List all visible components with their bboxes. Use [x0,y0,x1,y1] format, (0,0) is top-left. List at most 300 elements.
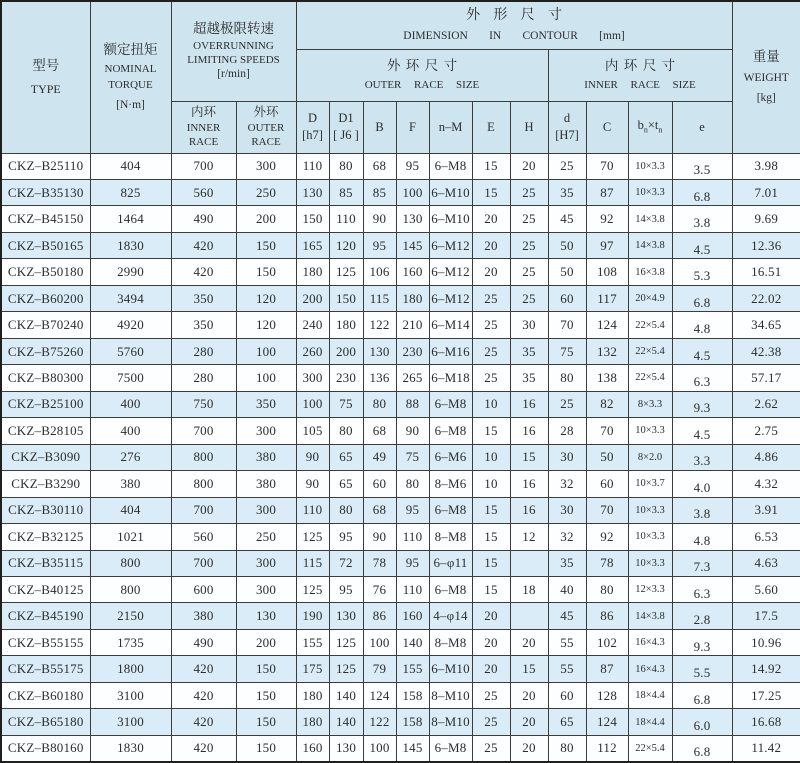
cell-weight: 22.02 [732,285,800,311]
cell-F: 210 [396,312,429,338]
cell-D1-J6: 95 [329,577,363,603]
cell-B: 76 [363,577,396,603]
cell-nominal-torque: 404 [90,153,171,179]
cell-d-H7: 35 [548,550,586,576]
cell-type: CKZ–B55175 [1,656,90,682]
cell-n-M: 8–M10 [429,682,472,708]
cell-H: 16 [510,471,548,497]
cell-outer-race-speed: 100 [236,338,296,364]
cell-C: 112 [586,735,628,762]
cell-B: 80 [363,391,396,417]
speeds-label-en2: LIMITING SPEEDS [187,53,280,66]
cell-F: 90 [396,418,429,444]
table-row [1,524,800,550]
cell-type: CKZ–B40125 [1,577,90,603]
cell-E: 25 [472,682,510,708]
torque-label-zh: 额定扭矩 [103,42,158,58]
cell-inner-race-speed: 350 [171,285,236,311]
cell-C: 132 [586,338,628,364]
cell-C: 87 [586,656,628,682]
cell-weight: 42.38 [732,338,800,364]
cell-F: 145 [396,232,429,258]
cell-C: 108 [586,259,628,285]
cell-D1-J6: 75 [329,391,363,417]
col-header-E: E [472,101,510,153]
cell-inner-race-speed: 700 [171,418,236,444]
cell-d-H7: 50 [548,259,586,285]
cell-e: 4.8 [672,524,732,550]
col-header-outer-race-size [296,49,548,101]
cell-bn-x-tn: 10×3.3 [628,179,672,205]
cell-bn-x-tn: 12×3.3 [628,577,672,603]
cell-B: 115 [363,285,396,311]
col-d-tolerance: [H7] [555,128,579,142]
cell-weight: 9.69 [732,206,800,232]
outer-race-en1: OUTER [247,122,285,135]
cell-D-h7: 160 [296,735,329,762]
cell-H: 18 [510,577,548,603]
cell-e: 4.5 [672,232,732,258]
cell-E: 10 [472,391,510,417]
cell-bn-x-tn: 14×3.8 [628,206,672,232]
cell-D-h7: 175 [296,656,329,682]
cell-weight: 17.25 [732,682,800,708]
cell-type: CKZ–B3090 [1,444,90,470]
cell-d-H7: 80 [548,365,586,391]
table-row [1,471,800,497]
dimension-label-en [297,29,732,44]
cell-nominal-torque: 825 [90,179,171,205]
cell-weight: 2.62 [732,391,800,417]
cell-d-H7: 40 [548,577,586,603]
col-header-outer-race-speed [236,101,296,153]
cell-bn-x-tn: 16×4.3 [628,629,672,655]
cell-weight: 2.75 [732,418,800,444]
col-header-H: H [510,101,548,153]
cell-D1-J6: 150 [329,285,363,311]
cell-d-H7: 60 [548,682,586,708]
cell-e: 5.3 [672,259,732,285]
cell-B: 68 [363,153,396,179]
cell-bn-x-tn: 22×5.4 [628,338,672,364]
cell-C: 128 [586,682,628,708]
cell-F: 110 [396,577,429,603]
col-header-F: F [396,101,429,153]
cell-C: 124 [586,709,628,735]
col-bt-sub2: n [658,125,663,135]
cell-weight: 34.65 [732,312,800,338]
col-header-D1 [329,101,363,153]
weight-unit: [kg] [756,92,776,105]
cell-D1-J6: 200 [329,338,363,364]
cell-d-H7: 28 [548,418,586,444]
cell-weight: 16.51 [732,259,800,285]
cell-B: 90 [363,524,396,550]
cell-d-H7: 75 [548,338,586,364]
cell-e: 6.0 [672,709,732,735]
cell-E: 15 [472,524,510,550]
table-header [1,1,800,153]
cell-E: 15 [472,418,510,444]
weight-label-en: WEIGHT [743,72,789,85]
cell-nominal-torque: 1735 [90,629,171,655]
cell-e: 3.8 [672,497,732,523]
cell-E: 15 [472,153,510,179]
cell-inner-race-speed: 420 [171,709,236,735]
cell-D1-J6: 125 [329,259,363,285]
cell-e: 9.3 [672,391,732,417]
cell-n-M: 6–M12 [429,232,472,258]
cell-type: CKZ–B60200 [1,285,90,311]
cell-n-M: 6–M18 [429,365,472,391]
cell-H: 16 [510,391,548,417]
cell-nominal-torque: 4920 [90,312,171,338]
cell-type: CKZ–B75260 [1,338,90,364]
cell-D-h7: 165 [296,232,329,258]
cell-bn-x-tn: 18×4.4 [628,709,672,735]
cell-E: 25 [472,338,510,364]
cell-D-h7: 260 [296,338,329,364]
cell-n-M: 6–M10 [429,206,472,232]
col-header-inner-race-size [548,49,732,101]
outer-race-en2: RACE [251,136,281,149]
cell-d-H7: 50 [548,232,586,258]
cell-nominal-torque: 380 [90,471,171,497]
cell-type: CKZ–B25110 [1,153,90,179]
col-header-weight [732,1,800,153]
cell-outer-race-speed: 150 [236,656,296,682]
cell-nominal-torque: 400 [90,418,171,444]
cell-E: 20 [472,629,510,655]
cell-inner-race-speed: 420 [171,735,236,762]
cell-E: 10 [472,444,510,470]
cell-D1-J6: 72 [329,550,363,576]
type-label-zh: 型号 [32,58,60,74]
cell-F: 160 [396,259,429,285]
cell-D-h7: 125 [296,524,329,550]
cell-type: CKZ–B65180 [1,709,90,735]
cell-H: 20 [510,682,548,708]
cell-H: 12 [510,524,548,550]
cell-B: 85 [363,179,396,205]
cell-inner-race-speed: 420 [171,682,236,708]
speeds-label-en1: OVERRUNNING [193,39,274,52]
cell-D-h7: 180 [296,709,329,735]
cell-n-M: 6–M8 [429,497,472,523]
cell-n-M: 6–M8 [429,735,472,762]
type-label-en: TYPE [30,81,61,96]
cell-E: 15 [472,550,510,576]
cell-D-h7: 150 [296,206,329,232]
cell-D1-J6: 65 [329,471,363,497]
cell-inner-race-speed: 420 [171,656,236,682]
cell-nominal-torque: 1464 [90,206,171,232]
cell-F: 80 [396,471,429,497]
cell-d-H7: 55 [548,629,586,655]
cell-outer-race-speed: 150 [236,709,296,735]
col-header-bn-x-tn [628,101,672,153]
cell-outer-race-speed: 250 [236,524,296,550]
col-bt-base1: b [637,118,644,133]
cell-e: 4.5 [672,338,732,364]
cell-F: 230 [396,338,429,364]
col-d-symbol: d [563,111,571,126]
col-header-overrunning-speeds [171,1,296,101]
cell-H: 25 [510,206,548,232]
cell-F: 145 [396,735,429,762]
cell-F: 265 [396,365,429,391]
col-header-d [548,101,586,153]
cell-D1-J6: 125 [329,656,363,682]
table-row [1,365,800,391]
cell-inner-race-speed: 560 [171,179,236,205]
cell-e: 4.8 [672,312,732,338]
cell-D-h7: 190 [296,603,329,629]
cell-D-h7: 110 [296,153,329,179]
cell-H: 30 [510,312,548,338]
cell-type: CKZ–B60180 [1,682,90,708]
cell-D-h7: 300 [296,365,329,391]
cell-E: 10 [472,471,510,497]
inner-race-size-zh: 内环尺寸 [604,58,681,74]
cell-inner-race-speed: 600 [171,577,236,603]
table-row [1,338,800,364]
cell-B: 86 [363,603,396,629]
cell-d-H7: 65 [548,709,586,735]
cell-F: 88 [396,391,429,417]
col-bt-sub1: n [643,125,648,135]
cell-D1-J6: 130 [329,735,363,762]
cell-F: 158 [396,709,429,735]
cell-C: 97 [586,232,628,258]
cell-D-h7: 200 [296,285,329,311]
cell-inner-race-speed: 800 [171,471,236,497]
cell-H: 25 [510,285,548,311]
cell-H: 16 [510,418,548,444]
cell-weight: 14.92 [732,656,800,682]
cell-D1-J6: 80 [329,418,363,444]
cell-C: 86 [586,603,628,629]
cell-F: 95 [396,497,429,523]
cell-d-H7: 25 [548,153,586,179]
cell-weight: 4.86 [732,444,800,470]
cell-outer-race-speed: 250 [236,179,296,205]
outer-race-size-en: OUTER RACE SIZE [364,79,480,92]
cell-bn-x-tn: 8×3.3 [628,391,672,417]
cell-D1-J6: 95 [329,524,363,550]
cell-E: 25 [472,735,510,762]
cell-D-h7: 100 [296,391,329,417]
table-row [1,709,800,735]
cell-outer-race-speed: 150 [236,232,296,258]
cell-H: 25 [510,232,548,258]
cell-weight: 10.96 [732,629,800,655]
cell-nominal-torque: 800 [90,577,171,603]
cell-e: 6.3 [672,365,732,391]
cell-inner-race-speed: 380 [171,603,236,629]
table-row [1,285,800,311]
cell-n-M: 6–φ11 [429,550,472,576]
cell-d-H7: 32 [548,524,586,550]
cell-inner-race-speed: 750 [171,391,236,417]
cell-n-M: 8–M6 [429,471,472,497]
col-header-type [1,1,90,153]
cell-D-h7: 115 [296,550,329,576]
table-row [1,497,800,523]
cell-weight: 5.60 [732,577,800,603]
cell-type: CKZ–B70240 [1,312,90,338]
dimension-unit: [mm] [599,29,625,42]
cell-d-H7: 45 [548,206,586,232]
cell-weight: 4.32 [732,471,800,497]
cell-H: 16 [510,497,548,523]
cell-D1-J6: 230 [329,365,363,391]
cell-e: 7.3 [672,550,732,576]
cell-B: 78 [363,550,396,576]
cell-n-M: 6–M12 [429,259,472,285]
cell-nominal-torque: 1830 [90,735,171,762]
cell-nominal-torque: 7500 [90,365,171,391]
cell-B: 106 [363,259,396,285]
cell-bn-x-tn: 22×5.4 [628,735,672,762]
cell-bn-x-tn: 8×2.0 [628,444,672,470]
cell-E: 20 [472,656,510,682]
cell-nominal-torque: 2150 [90,603,171,629]
cell-D1-J6: 130 [329,603,363,629]
cell-B: 68 [363,497,396,523]
cell-inner-race-speed: 700 [171,497,236,523]
cell-D1-J6: 85 [329,179,363,205]
cell-bn-x-tn: 16×3.8 [628,259,672,285]
cell-nominal-torque: 1830 [90,232,171,258]
inner-race-en1: INNER [186,122,221,135]
cell-D-h7: 105 [296,418,329,444]
cell-weight: 3.98 [732,153,800,179]
cell-inner-race-speed: 280 [171,365,236,391]
cell-nominal-torque: 3494 [90,285,171,311]
cell-D-h7: 180 [296,259,329,285]
cell-D-h7: 130 [296,179,329,205]
cell-B: 49 [363,444,396,470]
cell-bn-x-tn: 14×3.8 [628,232,672,258]
table-row [1,656,800,682]
cell-type: CKZ–B80160 [1,735,90,762]
col-bt-base2: ×t [647,118,659,133]
cell-bn-x-tn: 10×3.7 [628,471,672,497]
cell-weight: 6.53 [732,524,800,550]
cell-nominal-torque: 2990 [90,259,171,285]
cell-n-M: 8–M8 [429,629,472,655]
cell-outer-race-speed: 380 [236,471,296,497]
cell-D-h7: 125 [296,577,329,603]
cell-B: 60 [363,471,396,497]
cell-e: 6.8 [672,682,732,708]
cell-D1-J6: 110 [329,206,363,232]
cell-weight: 11.42 [732,735,800,762]
cell-e: 4.5 [672,418,732,444]
cell-F: 130 [396,206,429,232]
col-D-symbol: D [307,111,318,126]
cell-B: 79 [363,656,396,682]
cell-e: 6.8 [672,735,732,762]
cell-type: CKZ–B35130 [1,179,90,205]
table-row [1,418,800,444]
cell-C: 80 [586,577,628,603]
cell-E: 15 [472,497,510,523]
cell-bn-x-tn: 18×4.4 [628,682,672,708]
cell-d-H7: 32 [548,471,586,497]
cell-weight: 16.68 [732,709,800,735]
cell-nominal-torque: 1800 [90,656,171,682]
cell-B: 130 [363,338,396,364]
table-row [1,682,800,708]
cell-D-h7: 90 [296,471,329,497]
cell-n-M: 6–M16 [429,338,472,364]
cell-bn-x-tn: 10×3.3 [628,418,672,444]
cell-nominal-torque: 5760 [90,338,171,364]
cell-C: 60 [586,471,628,497]
cell-bn-x-tn: 14×3.8 [628,603,672,629]
cell-outer-race-speed: 200 [236,629,296,655]
spec-table-body [1,153,800,762]
cell-nominal-torque: 3100 [90,709,171,735]
col-D1-symbol: D1 [338,111,354,126]
cell-B: 100 [363,735,396,762]
cell-D1-J6: 80 [329,497,363,523]
cell-type: CKZ–B30110 [1,497,90,523]
cell-F: 100 [396,179,429,205]
cell-bn-x-tn: 10×3.3 [628,153,672,179]
cell-weight: 12.36 [732,232,800,258]
cell-H: 20 [510,735,548,762]
cell-n-M: 6–M8 [429,577,472,603]
cell-C: 87 [586,179,628,205]
cell-inner-race-speed: 420 [171,232,236,258]
cell-n-M: 8–M8 [429,524,472,550]
outer-race-size-zh: 外环尺寸 [386,58,463,74]
cell-H [510,550,548,576]
col-D1-tolerance: [ J6 ] [333,128,359,142]
cell-F: 110 [396,524,429,550]
cell-E: 20 [472,603,510,629]
cell-type: CKZ–B45150 [1,206,90,232]
dimension-label-zh: 外形尺寸 [466,7,576,23]
cell-e: 5.5 [672,656,732,682]
cell-d-H7: 60 [548,285,586,311]
cell-type: CKZ–B32125 [1,524,90,550]
cell-outer-race-speed: 300 [236,550,296,576]
table-row [1,153,800,179]
cell-B: 95 [363,232,396,258]
cell-bn-x-tn: 10×3.3 [628,550,672,576]
speeds-unit: [r/min] [217,68,250,81]
cell-weight: 4.63 [732,550,800,576]
dimension-label-en-text: DIMENSION IN CONTOUR [403,29,578,42]
cell-bn-x-tn: 22×5.4 [628,365,672,391]
table-row [1,603,800,629]
table-row [1,179,800,205]
cell-D1-J6: 120 [329,232,363,258]
cell-D-h7: 180 [296,682,329,708]
cell-E: 15 [472,577,510,603]
cell-outer-race-speed: 300 [236,418,296,444]
cell-n-M: 6–M10 [429,179,472,205]
cell-n-M: 6–M10 [429,656,472,682]
cell-B: 68 [363,418,396,444]
cell-nominal-torque: 3100 [90,682,171,708]
cell-C: 70 [586,418,628,444]
col-header-n-M: n–M [429,101,472,153]
